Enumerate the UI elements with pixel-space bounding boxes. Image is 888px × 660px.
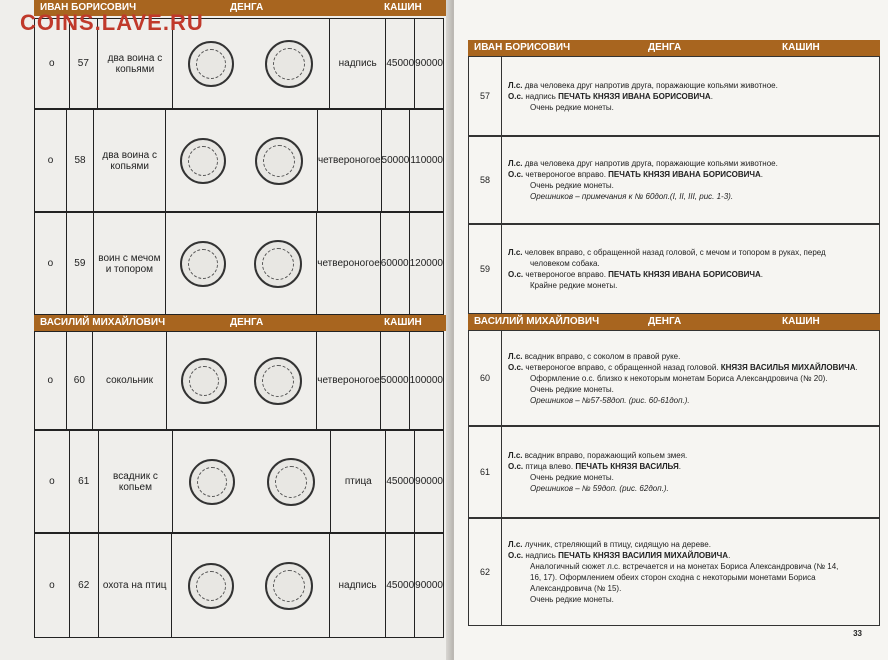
description-cell xyxy=(502,519,880,626)
price-cell-1-text: 45000 xyxy=(386,580,415,591)
coin-type: ДЕНГА xyxy=(230,2,264,13)
reverse-cell xyxy=(317,332,381,430)
description-line xyxy=(508,180,873,191)
reverse-cell xyxy=(331,431,386,533)
ruler-name: ВАСИЛИЙ МИХАЙЛОВИЧ xyxy=(40,317,166,328)
description-line xyxy=(508,280,873,291)
price-cell-1 xyxy=(380,332,409,430)
subject-cell xyxy=(93,332,167,430)
reference-text: Орешников – №57-58доп. (рис. 60-61доп.). xyxy=(530,395,690,405)
price-cell-2-text: 90000 xyxy=(415,580,443,591)
line-text: надпись xyxy=(523,551,559,560)
number-cell xyxy=(69,534,98,638)
line-text: четвероногое вправо, с обращенной назад головой. xyxy=(523,362,721,372)
price-cell-1-text: 50000 xyxy=(380,375,409,386)
number-cell xyxy=(66,332,93,430)
reverse-cell xyxy=(317,110,381,212)
coin-type: ДЕНГА xyxy=(648,42,682,53)
number-cell xyxy=(469,137,502,224)
legend-inscription: КНЯЗЯ ВАСИЛЬЯ МИХАЙЛОВИЧА xyxy=(720,362,856,372)
description-line xyxy=(508,472,873,483)
description-row xyxy=(468,56,880,136)
subject-cell xyxy=(94,110,166,212)
number-text: 59 xyxy=(479,264,490,274)
price-cell-1-text: 45000 xyxy=(386,476,415,487)
side-label: О.с. xyxy=(508,270,524,279)
price-cell-2 xyxy=(415,431,444,533)
description-cell xyxy=(502,225,880,314)
subject-cell xyxy=(93,213,165,315)
coin-pair xyxy=(166,213,316,314)
number-cell xyxy=(469,427,502,518)
line-text: Аналогичный сюжет л.с. встречается и на монетах Бориса Александровича (№ 14, xyxy=(530,562,839,571)
line-text: Очень редкие монеты. xyxy=(530,595,614,604)
ruler-name: ИВАН БОРИСОВИЧ xyxy=(40,2,137,13)
description-line xyxy=(508,373,873,384)
subject-cell-text: сокольник xyxy=(105,375,154,386)
subject-cell-text: два воина с копьями xyxy=(102,149,157,172)
subject-cell xyxy=(98,534,171,638)
legend-inscription: ПЕЧАТЬ КНЯЗЯ ВАСИЛИЯ МИХАЙЛОВИЧА xyxy=(558,551,729,560)
grade-cell-text: о xyxy=(49,476,55,487)
coin-images-cell xyxy=(165,213,316,315)
coin-images-cell xyxy=(166,332,316,430)
side-label: О.с. xyxy=(508,170,524,179)
mint-city: КАШИН xyxy=(782,316,820,327)
reverse-cell-text: надпись xyxy=(338,58,377,69)
reverse-cell-text: надпись xyxy=(338,580,377,591)
coin-obverse-image xyxy=(180,241,226,287)
coin-images-cell xyxy=(171,534,329,638)
price-cell-1 xyxy=(386,19,415,109)
grade-cell xyxy=(35,213,67,315)
reference-text: Орешников – примечания к № 60доп.(I, II, III, рис. 1-3). xyxy=(530,192,734,201)
grade-cell-text: о xyxy=(49,580,55,591)
coin-row xyxy=(34,533,444,638)
line-text: человеком собака. xyxy=(530,259,600,268)
line-text: Очень редкие монеты. xyxy=(530,384,614,394)
coin-obverse-image xyxy=(189,459,235,505)
legend-inscription: ПЕЧАТЬ КНЯЗЯ ИВАНА БОРИСОВИЧА xyxy=(558,91,711,101)
coin-row xyxy=(34,212,444,315)
line-tail: . xyxy=(855,362,858,372)
number-cell-text: 61 xyxy=(78,476,90,487)
line-text: надпись xyxy=(523,91,559,101)
number-cell-text: 59 xyxy=(74,258,86,269)
description-line xyxy=(508,351,873,362)
page-number: 33 xyxy=(853,629,862,638)
grade-cell xyxy=(35,110,67,212)
coin-pair xyxy=(166,110,317,211)
description-cell xyxy=(502,57,880,136)
coin-row xyxy=(34,109,444,212)
line-text: два человека друг напротив друга, поражающие копьями животное. xyxy=(522,159,778,168)
description-line xyxy=(508,561,873,572)
side-label: О.с. xyxy=(508,551,524,560)
coin-obverse-image xyxy=(181,358,227,404)
number-cell xyxy=(469,519,502,626)
reverse-cell xyxy=(317,213,381,315)
right-section-header xyxy=(468,40,880,56)
description-line xyxy=(508,191,873,202)
price-cell-1 xyxy=(380,213,409,315)
description-line xyxy=(508,91,873,102)
coin-obverse-image xyxy=(188,41,234,87)
description-line xyxy=(508,102,873,113)
description-line xyxy=(508,483,873,494)
subject-cell xyxy=(98,431,173,533)
side-label: О.с. xyxy=(508,462,524,471)
price-cell-1 xyxy=(386,534,415,638)
description-cell xyxy=(502,331,880,426)
price-cell-2-text: 90000 xyxy=(415,476,443,487)
coin-row xyxy=(34,331,444,430)
subject-cell-text: охота на птиц xyxy=(102,580,167,591)
line-text: четвероногое вправо. xyxy=(523,170,609,179)
reverse-cell-text: птица xyxy=(344,476,372,487)
legend-inscription: ПЕЧАТЬ КНЯЗЯ ИВАНА БОРИСОВИЧА xyxy=(608,270,761,279)
line-tail: . xyxy=(710,91,713,101)
coin-reverse-image xyxy=(254,240,302,288)
number-cell xyxy=(469,57,502,136)
subject-cell-text: воин с мечом и топором xyxy=(98,252,161,275)
subject-cell-text: два воина с копьями xyxy=(107,52,163,75)
coin-obverse-image xyxy=(180,138,226,184)
line-text: всадник вправо, с соколом в правой руке. xyxy=(522,351,681,361)
coin-row xyxy=(34,430,444,533)
grade-cell xyxy=(35,534,70,638)
description-line xyxy=(508,80,873,91)
subject-cell-text: всадник с копьем xyxy=(113,470,158,493)
watermark: COINS.LAVE.RU xyxy=(20,10,204,35)
coin-images-cell xyxy=(166,110,318,212)
description-line xyxy=(508,539,873,550)
line-text: Очень редкие монеты. xyxy=(530,181,614,190)
number-text: 58 xyxy=(479,175,490,185)
description-row xyxy=(468,136,880,224)
number-cell xyxy=(469,225,502,314)
side-label: Л.с. xyxy=(508,540,523,549)
line-text: человек вправо, с обращенной назад головой, с мечом и топором в руках, перед xyxy=(522,248,826,257)
line-tail: . xyxy=(728,551,731,560)
description-line xyxy=(508,395,873,406)
price-cell-1-text: 60000 xyxy=(380,258,409,269)
side-label: О.с. xyxy=(508,362,524,372)
legend-inscription: ПЕЧАТЬ КНЯЗЯ ВАСИЛЬЯ xyxy=(575,462,679,471)
number-cell xyxy=(66,213,93,315)
grade-cell-text: о xyxy=(47,155,54,166)
coin-pair xyxy=(172,534,329,637)
description-line xyxy=(508,158,873,169)
line-text: Александровича (№ 15). xyxy=(530,584,622,593)
description-line xyxy=(508,450,873,461)
left-section-header xyxy=(34,315,446,331)
coin-reverse-image xyxy=(254,357,302,405)
description-line xyxy=(508,583,873,594)
description-line xyxy=(508,362,873,373)
coin-type: ДЕНГА xyxy=(648,316,682,327)
number-text: 60 xyxy=(479,373,490,383)
reverse-cell-text: четвероногое xyxy=(317,375,380,386)
side-label: Л.с. xyxy=(508,80,523,90)
description-line xyxy=(508,247,873,258)
coin-reverse-image xyxy=(267,458,315,506)
right-page xyxy=(454,0,888,660)
number-cell-text: 58 xyxy=(74,155,86,166)
description-line xyxy=(508,384,873,395)
price-cell-2-text: 90000 xyxy=(415,58,443,69)
side-label: Л.с. xyxy=(508,351,523,361)
side-label: Л.с. xyxy=(508,159,523,168)
ruler-name: ИВАН БОРИСОВИЧ xyxy=(474,42,571,53)
coin-reverse-image xyxy=(265,40,313,88)
reverse-cell-text: четвероногое xyxy=(317,258,380,269)
line-tail: . xyxy=(760,270,763,279)
description-line xyxy=(508,594,873,605)
legend-inscription: ПЕЧАТЬ КНЯЗЯ ИВАНА БОРИСОВИЧА xyxy=(608,170,761,179)
coin-type: ДЕНГА xyxy=(230,317,264,328)
price-cell-1-text: 45000 xyxy=(386,58,415,69)
description-line xyxy=(508,169,873,180)
grade-cell-text: о xyxy=(49,58,55,69)
reverse-cell-text: четвероногое xyxy=(317,155,381,166)
line-text: Очень редкие монеты. xyxy=(530,102,614,112)
price-cell-2 xyxy=(409,332,443,430)
coin-pair xyxy=(173,431,330,532)
reverse-cell xyxy=(329,534,385,638)
price-cell-1 xyxy=(381,110,410,212)
price-cell-1 xyxy=(386,431,415,533)
price-cell-2-text: 120000 xyxy=(409,258,443,269)
coin-pair xyxy=(167,332,316,429)
grade-cell-text: о xyxy=(47,375,54,386)
coin-images-cell xyxy=(173,431,331,533)
line-text: Оформление о.с. близко к некоторым монетам Бориса Александровича (№ 20). xyxy=(530,373,828,383)
price-cell-2 xyxy=(415,19,444,109)
line-text: птица влево. xyxy=(523,462,576,471)
grade-cell xyxy=(35,332,67,430)
number-cell xyxy=(469,331,502,426)
reference-text: Орешников – № 59доп. (рис. 62доп.). xyxy=(530,484,669,493)
number-cell-text: 57 xyxy=(77,58,89,69)
price-cell-2-text: 110000 xyxy=(410,155,443,166)
number-cell xyxy=(67,110,94,212)
description-line xyxy=(508,269,873,280)
description-cell xyxy=(502,137,880,224)
line-text: Очень редкие монеты. xyxy=(530,473,614,482)
line-tail: . xyxy=(678,462,681,471)
side-label: О.с. xyxy=(508,91,524,101)
mint-city: КАШИН xyxy=(384,2,422,13)
reverse-cell xyxy=(330,19,386,109)
number-cell-text: 62 xyxy=(78,580,90,591)
line-text: четвероногое вправо. xyxy=(523,270,609,279)
line-text: Крайне редкие монеты. xyxy=(530,281,618,290)
number-text: 57 xyxy=(479,91,490,101)
mint-city: КАШИН xyxy=(782,42,820,53)
description-line xyxy=(508,461,873,472)
description-cell xyxy=(502,427,880,518)
number-text: 61 xyxy=(479,467,490,477)
right-section-header xyxy=(468,314,880,330)
description-line xyxy=(508,258,873,269)
line-text: всадник вправо, поражающий копьем змея. xyxy=(522,451,688,460)
description-row xyxy=(468,518,880,626)
price-cell-2 xyxy=(410,110,444,212)
line-text: два человека друг напротив друга, поражающие копьями животное. xyxy=(522,80,778,90)
line-text: 16, 17). Оформлением обеих сторон сходна с некоторыми монетами Бориса xyxy=(530,573,816,582)
description-line xyxy=(508,572,873,583)
price-cell-2-text: 100000 xyxy=(409,375,443,386)
grade-cell xyxy=(35,431,70,533)
line-text: лучник, стреляющий в птицу, сидящую на дереве. xyxy=(522,540,711,549)
description-row xyxy=(468,330,880,426)
coin-reverse-image xyxy=(255,137,303,185)
number-cell xyxy=(69,431,98,533)
number-cell-text: 60 xyxy=(73,375,85,386)
price-cell-2 xyxy=(415,534,444,638)
description-line xyxy=(508,550,873,561)
price-cell-1-text: 50000 xyxy=(381,155,410,166)
grade-cell-text: о xyxy=(47,258,54,269)
line-tail: . xyxy=(760,170,763,179)
mint-city: КАШИН xyxy=(384,317,422,328)
ruler-name: ВАСИЛИЙ МИХАЙЛОВИЧ xyxy=(474,316,600,327)
price-cell-2 xyxy=(409,213,443,315)
description-row xyxy=(468,224,880,314)
side-label: Л.с. xyxy=(508,248,523,257)
number-text: 62 xyxy=(479,567,490,577)
description-row xyxy=(468,426,880,518)
side-label: Л.с. xyxy=(508,451,523,460)
coin-reverse-image xyxy=(265,562,313,610)
coin-obverse-image xyxy=(188,563,234,609)
